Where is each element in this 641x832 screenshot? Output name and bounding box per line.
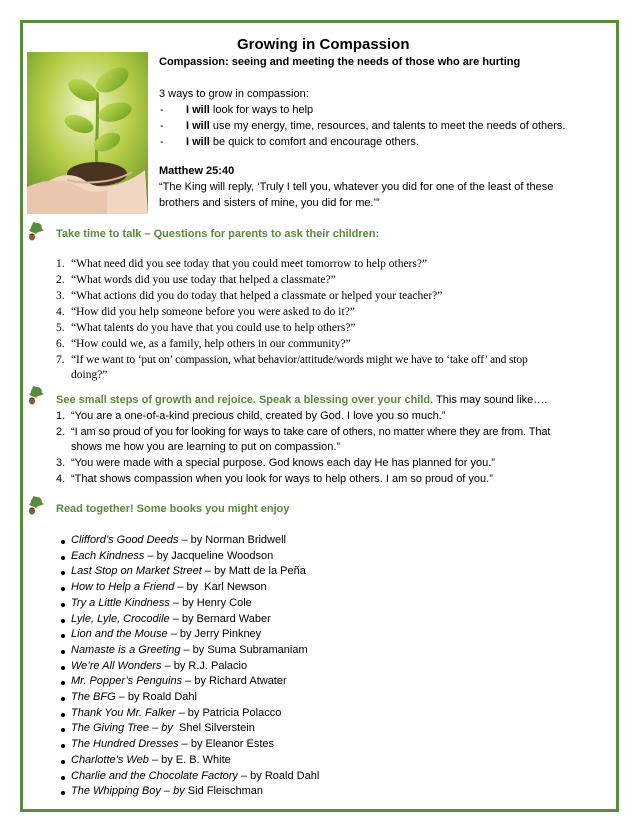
book-title: The BFG bbox=[71, 691, 116, 703]
book-author: – by Jerry Pinkney bbox=[167, 628, 262, 641]
bullet-dot bbox=[61, 760, 65, 764]
bullet-dot bbox=[61, 619, 65, 623]
book-title: The Whipping Boy – by bbox=[71, 785, 185, 798]
book-title: Last Stop on Market Street bbox=[71, 565, 202, 578]
ways-dash: - bbox=[160, 104, 164, 116]
way-item bbox=[186, 136, 419, 148]
talk-heading: Take time to talk – Questions for parents to ask their children: bbox=[56, 228, 380, 240]
books-heading: Read together! Some books you might enjoy bbox=[56, 503, 290, 515]
book-item bbox=[71, 534, 286, 546]
blessing-text: “That shows compassion when you look for ways to help others. I am so proud of you.” bbox=[71, 473, 493, 485]
oak-leaf-acorn-icon bbox=[26, 385, 46, 407]
book-author: – by Bernard Waber bbox=[169, 612, 271, 625]
book-author: – by Karl Newson bbox=[174, 581, 267, 594]
blessing-text: “You were made with a special purpose. God knows each day He has planned for you.” bbox=[71, 457, 495, 469]
book-author: – by E. B. White bbox=[148, 753, 231, 766]
ways-dash: - bbox=[160, 136, 164, 148]
book-item bbox=[71, 660, 247, 672]
bullet-dot bbox=[61, 540, 65, 544]
verse-line: brothers and sisters of mine, you did for me.’” bbox=[159, 197, 380, 209]
book-item bbox=[71, 785, 263, 797]
book-title: Each Kindness bbox=[71, 549, 145, 562]
book-author: – by Norman Bridwell bbox=[178, 534, 286, 546]
book-item bbox=[71, 613, 271, 625]
blessing-heading bbox=[56, 394, 547, 406]
way-item bbox=[186, 120, 566, 132]
book-title: Charlie and the Chocolate Factory bbox=[71, 769, 238, 782]
book-item bbox=[71, 581, 267, 593]
oak-leaf-acorn-icon bbox=[26, 495, 46, 517]
bullet-dot bbox=[61, 697, 65, 701]
talk-question: “How could we, as a family, help others in our community?” bbox=[71, 338, 351, 350]
talk-num: 2. bbox=[56, 274, 65, 286]
ways-intro: 3 ways to grow in compassion: bbox=[159, 88, 309, 100]
bullet-dot bbox=[61, 650, 65, 654]
book-title: The Hundred Dresses bbox=[71, 738, 179, 751]
book-title: How to Help a Friend bbox=[71, 581, 175, 594]
book-item bbox=[71, 770, 319, 782]
book-item bbox=[71, 550, 273, 562]
book-title: Mr. Popper’s Penguins bbox=[71, 675, 183, 688]
way-item bbox=[186, 104, 313, 116]
blessing-text-cont: shows me how you are learning to put on compassion.” bbox=[71, 441, 341, 453]
way-text: use my energy, time, resources, and talents to meet the needs of others. bbox=[209, 120, 566, 132]
book-item bbox=[71, 597, 252, 609]
way-bold-prefix: I will bbox=[186, 120, 210, 132]
book-author: – by Eleanor Estes bbox=[178, 738, 274, 751]
book-item bbox=[71, 565, 306, 577]
book-author: – by R.J. Palacio bbox=[161, 659, 248, 672]
blessing-text: “You are a one-of-a-kind precious child, created by God. I love you so much.” bbox=[71, 410, 446, 422]
book-item bbox=[71, 722, 255, 734]
book-title: Lyle, Lyle, Crocodile bbox=[71, 612, 170, 625]
book-author: – by Henry Cole bbox=[169, 596, 252, 609]
verse-line: “The King will reply, ‘Truly I tell you, whatever you did for one of the least of these bbox=[159, 181, 554, 193]
book-title: Charlotte’s Web bbox=[71, 753, 149, 766]
book-author: – by Jacqueline Woodson bbox=[144, 549, 274, 562]
book-item bbox=[71, 628, 261, 640]
oak-leaf-acorn-icon bbox=[26, 221, 46, 243]
talk-num: 1. bbox=[56, 258, 65, 270]
talk-num: 7. bbox=[56, 354, 65, 366]
talk-num: 6. bbox=[56, 338, 65, 350]
book-title: Namaste is a Greeting bbox=[71, 643, 181, 656]
book-title: We’re All Wonders bbox=[71, 659, 162, 672]
book-author: Shel Silverstein bbox=[172, 722, 255, 735]
page-title: Growing in Compassion bbox=[237, 36, 410, 53]
compassion-definition: Compassion: seeing and meeting the needs of those who are hurting bbox=[159, 56, 521, 68]
book-author: – by Suma Subramaniam bbox=[180, 643, 308, 656]
talk-question: “What actions did you do today that helped a classmate or helped your teacher?” bbox=[71, 290, 443, 302]
book-author: – by Richard Atwater bbox=[182, 675, 287, 688]
book-title: Thank You Mr. Falker bbox=[71, 706, 176, 719]
book-item bbox=[71, 644, 308, 656]
book-item bbox=[71, 707, 281, 719]
blessing-text: “I am so proud of you for looking for ways to take care of others, no matter where they are from. That bbox=[71, 426, 551, 438]
book-author: – by Matt de la Peña bbox=[201, 565, 306, 578]
book-title: Lion and the Mouse bbox=[71, 628, 168, 641]
book-title: Clifford’s Good Deeds bbox=[71, 534, 179, 546]
blessing-num: 1. bbox=[56, 410, 66, 422]
blessing-heading-green: See small steps of growth and rejoice. Speak a blessing over your child. bbox=[56, 394, 434, 406]
book-author: – by Roald Dahl bbox=[115, 691, 197, 703]
way-text: look for ways to help bbox=[209, 104, 314, 116]
talk-num: 3. bbox=[56, 290, 65, 302]
talk-question: “What talents do you have that you could use to help others?” bbox=[71, 322, 356, 334]
blessing-num: 3. bbox=[56, 457, 66, 469]
book-author: – by Patricia Polacco bbox=[175, 706, 282, 719]
book-author: – by Roald Dahl bbox=[237, 769, 320, 782]
seedling-hands-photo bbox=[27, 52, 148, 214]
talk-question-cont: doing?” bbox=[71, 369, 108, 381]
talk-question: “What words did you use today that helped a classmate?” bbox=[71, 274, 336, 286]
ways-dash: - bbox=[160, 120, 164, 132]
bullet-dot bbox=[61, 556, 65, 560]
talk-num: 5. bbox=[56, 322, 65, 334]
book-item bbox=[71, 754, 231, 766]
bullet-dot bbox=[61, 603, 65, 607]
book-title: The Giving Tree – by bbox=[71, 722, 173, 735]
talk-question: “What need did you see today that you could meet tomorrow to help others?” bbox=[71, 258, 428, 270]
book-item bbox=[71, 675, 287, 687]
blessing-num: 2. bbox=[56, 426, 66, 438]
blessing-num: 4. bbox=[56, 473, 66, 485]
bullet-dot bbox=[61, 776, 65, 780]
talk-question: “How did you help someone before you were asked to do it?” bbox=[71, 306, 355, 318]
way-text: be quick to comfort and encourage others. bbox=[209, 136, 419, 148]
book-author: Sid Fleischman bbox=[184, 785, 263, 798]
book-item bbox=[71, 691, 197, 703]
talk-num: 4. bbox=[56, 306, 65, 318]
bullet-dot bbox=[61, 713, 65, 717]
bullet-dot bbox=[61, 666, 65, 670]
book-item bbox=[71, 738, 274, 750]
way-bold-prefix: I will bbox=[186, 104, 210, 116]
talk-question: “If we want to ‘put on’ compassion, what behavior/attitude/words might we have to ‘take off’ and stop bbox=[71, 354, 528, 366]
book-title: Try a Little Kindness bbox=[71, 596, 170, 609]
blessing-heading-rest: This may sound like…. bbox=[433, 394, 548, 406]
way-bold-prefix: I will bbox=[186, 136, 210, 148]
verse-reference: Matthew 25:40 bbox=[159, 165, 235, 177]
